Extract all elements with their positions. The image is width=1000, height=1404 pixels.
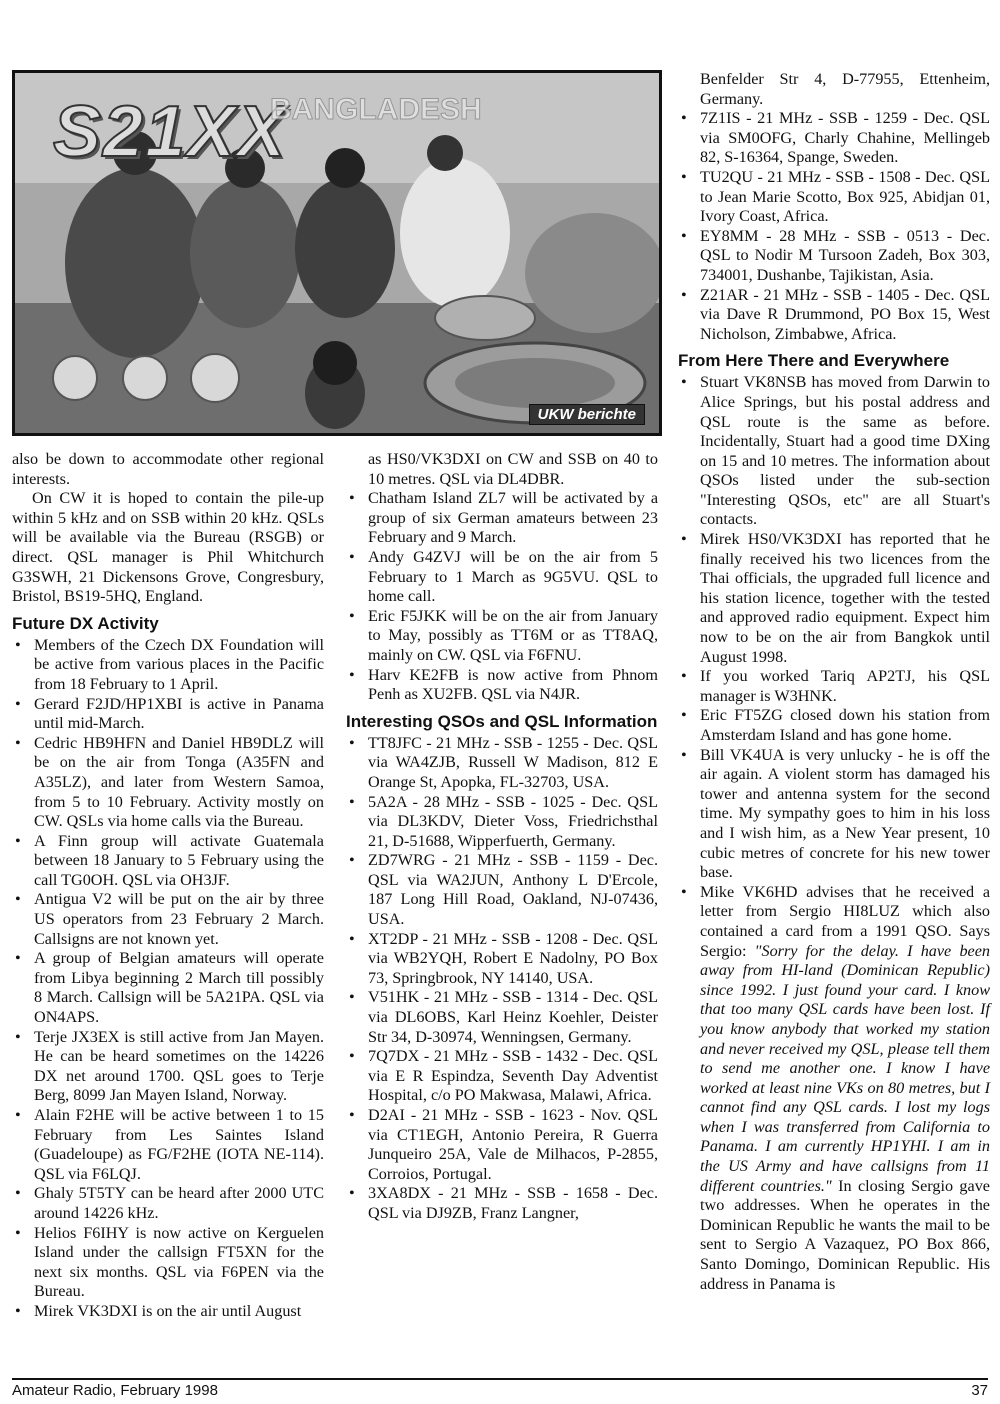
column-1 [12,450,324,1322]
list-item: • ZD7WRG - 21 MHz - SSB - 1159 - Dec. QSL via WA2JUN, Anthony L D'Ercole, 187 Long Hill Road, Oakland, NJ-07436, USA. [346,851,658,929]
list-item: • 3XA8DX - 21 MHz - SSB - 1658 - Dec. QSL via DJ9ZB, Franz Langner, [346,1184,658,1223]
page-footer [12,1378,988,1402]
news-list [678,373,990,1294]
list-item: • V51HK - 21 MHz - SSB - 1314 - Dec. QSL via DL6OBS, Karl Heinz Koehler, Deister Str 34, D-30974, Wenningsen, Germany. [346,988,658,1047]
list-item: • Mirek VK3DXI is on the air until August [12,1302,324,1322]
list-item: • 5A2A - 28 MHz - SSB - 1025 - Dec. QSL via DL3KDV, Dieter Voss, Friedrichsthal 21, D-51688, Wipperfuerth, Germany. [346,793,658,852]
mike-outro: In closing Sergio gave two addresses. When he operates in the Dominican Republic he wants the mail to be sent to Sergio A Vazaquez, PO Box 866, Santo Domingo, Dominican Republic. His address in Panama is [700,1176,990,1293]
ukw-berichte-logo: UKW berichte [529,404,645,425]
section-heading-interesting-qsos: Interesting QSOs and QSL Information [346,711,658,731]
list-item: • TU2QU - 21 MHz - SSB - 1508 - Dec. QSL to Jean Marie Scotto, Box 925, Abidjan 01, Ivory Coast, Africa. [678,168,990,227]
list-item: • Ghaly 5T5TY can be heard after 2000 UTC around 14226 kHz. [12,1184,324,1223]
paragraph: also be down to accommodate other regional interests. [12,450,324,488]
list-item: • A Finn group will activate Guatemala between 18 January to 5 February using the call TG0OH. QSL via OH3JF. [12,832,324,891]
list-item: • Chatham Island ZL7 will be activated by a group of six German amateurs between 23 February and 9 March. [346,489,658,548]
list-item: • Gerard F2JD/HP1XBI is active in Panama until mid-March. [12,695,324,734]
list-item: • Alain F2HE will be active between 1 to 15 February from Les Saintes Island (Guadeloupe) as FG/F2HE (IOTA NE-114). QSL via F6LQJ. [12,1106,324,1184]
qso-list [346,734,658,1224]
list-item: • If you worked Tariq AP2TJ, his QSL manager is W3HNK. [678,667,990,706]
list-item: • XT2DP - 21 MHz - SSB - 1208 - Dec. QSL via WB2YQH, Robert E Nadolny, PO Box 73, Springbrook, NY 14140, USA. [346,930,658,989]
list-item: • Harv KE2FB is now active from Phnom Penh as XU2FB. QSL via N4JR. [346,666,658,705]
column-3 [678,70,990,1294]
list-item: • Stuart VK8NSB has moved from Darwin to Alice Springs, but his postal address and QSL route is the same as before. Incidentally, Stuart had a good time DXing on 15 and 10 metres. The information about QSOs listed under the sub-section "Interesting QSOs, etc" are all Stuart's contacts. [678,373,990,530]
list-item: • Members of the Czech DX Foundation will be active from various places in the Pacific from 18 February to 1 April. [12,636,324,695]
list-item: • Z21AR - 21 MHz - SSB - 1405 - Dec. QSL via Dave R Drummond, PO Box 15, West Nicholson, Zimbabwe, Africa. [678,286,990,345]
section-heading-from-here-there: From Here There and Everywhere [678,351,950,371]
list-item: • A group of Belgian amateurs will operate from Libya beginning 2 March till possibly 8 March. Callsign will be 5A21PA. QSL via ON4APS. [12,949,324,1027]
future-dx-list [12,636,324,1322]
qsl-country: BANGLADESH [270,93,482,126]
list-item-mike-vk6hd [678,883,990,1294]
list-item: • TT8JFC - 21 MHz - SSB - 1255 - Dec. QSL via WA4ZJB, Russell W Madison, 812 E Orange St, Apopka, FL-32703, USA. [346,734,658,793]
list-item: • Eric FT5ZG closed down his station from Amsterdam Island and has gone home. [678,706,990,745]
future-dx-list-continued [346,450,658,705]
list-item-continued: Benfelder Str 4, D-77955, Ettenheim, Germany. [700,70,990,108]
publication-name: Amateur Radio, February 1998 [12,1382,218,1399]
page-number: 37 [971,1382,988,1399]
list-item: • D2AI - 21 MHz - SSB - 1623 - Nov. QSL via CT1EGH, Antonio Pereira, R Guerra Junqueiro 25A, Vale de Milhacos, P-2855, Corroios, Portugal. [346,1106,658,1184]
qso-list-continued [678,70,990,344]
list-item: • Eric F5JKK will be on the air from January to May, possibly as TT6M or as TT8AQ, mainly on CW. QSL via F6FNU. [346,607,658,666]
list-item: • Mirek HS0/VK3DXI has reported that he finally received his two licences from the Thai officials, the upgraded full licence and his station licence, together with the tested and approved radio equipment. Expect him now to be on the air from Bangkok until August 1998. [678,530,990,667]
list-item: • 7Q7DX - 21 MHz - SSB - 1432 - Dec. QSL via E R Espindza, Seventh Day Adventist Hospital, c/o PO Makwasa, Malawi, Africa. [346,1047,658,1106]
qsl-callsign: S21XX [53,92,288,172]
list-item-continued: as HS0/VK3DXI on CW and SSB on 40 to 10 metres. QSL via DL4DBR. [368,450,658,488]
list-item: • Andy G4ZVJ will be on the air from 5 February to 1 March as 9G5VU. QSL to home call. [346,548,658,607]
list-item: • Antigua V2 will be put on the air by three US operators from 23 February 2 March. Callsigns are not known yet. [12,890,324,949]
list-item: • EY8MM - 28 MHz - SSB - 0513 - Dec. QSL to Nodir M Tursoon Zadeh, Box 303, 734001, Dushanbe, Tajikistan, Asia. [678,227,990,286]
list-item: • Bill VK4UA is very unlucky - he is off the air again. A violent storm has damaged his tower and antenna system for the second time. My sympathy goes to him in his loss and I wish him, as a New Year present, 10 cubic metres of concrete for his new tower base. [678,746,990,883]
list-item: • Terje JX3EX is still active from Jan Mayen. He can be heard sometimes on the 14226 DX net around 1700. QSL goes to Terje Berg, 8099 Jan Mayen Island, Norway. [12,1028,324,1106]
list-item: • 7Z1IS - 21 MHz - SSB - 1259 - Dec. QSL via SM0OFG, Charly Chahine, Mellingeb 82, S-16364, Spange, Sweden. [678,109,990,168]
paragraph: On CW it is hoped to contain the pile-up within 5 kHz and on SSB within 20 kHz. QSLs will be available via the Bureau (RSGB) or direct. QSL manager is Phil Whitchurch G3SWH, 21 Dickensons Grove, Congresbury, Bristol, BS19-5HQ, England. [12,489,324,606]
section-heading-future-dx: Future DX Activity [12,613,159,633]
column-2 [346,450,658,1224]
mike-intro: Mike VK6HD advises that he received a letter from Sergio HI8LUZ which also contained a card from a 1991 QSO. Says Sergio: [700,882,990,960]
list-item: • Cedric HB9HFN and Daniel HB9DLZ will be on the air from Tonga (A35FN and A35LZ), and later from Western Samoa, from 5 to 10 February. Activity mostly on CW. QSLs via home calls via the Bureau. [12,734,324,832]
list-item: • Helios F6IHY is now active on Kerguelen Island under the callsign FT5XN for the next six months. QSL via F6PEN via the Bureau. [12,1224,324,1302]
sergio-quote: "Sorry for the delay. I have been away from HI-land (Dominican Republic) since 1992. I just found your card. I know that too many QSL cards have been lost. If you know anybody that worked my station and never received my QSL, please tell them to send me another one. I know I have worked at least nine VKs on 80 metres, but I cannot find any QSL cards. I lost my logs when I was transferred from California to Panama. I am currently HP1YHI. I am in the US Army and have callsigns from 11 different countries." [700,941,990,1195]
qsl-card-photo [12,70,662,436]
